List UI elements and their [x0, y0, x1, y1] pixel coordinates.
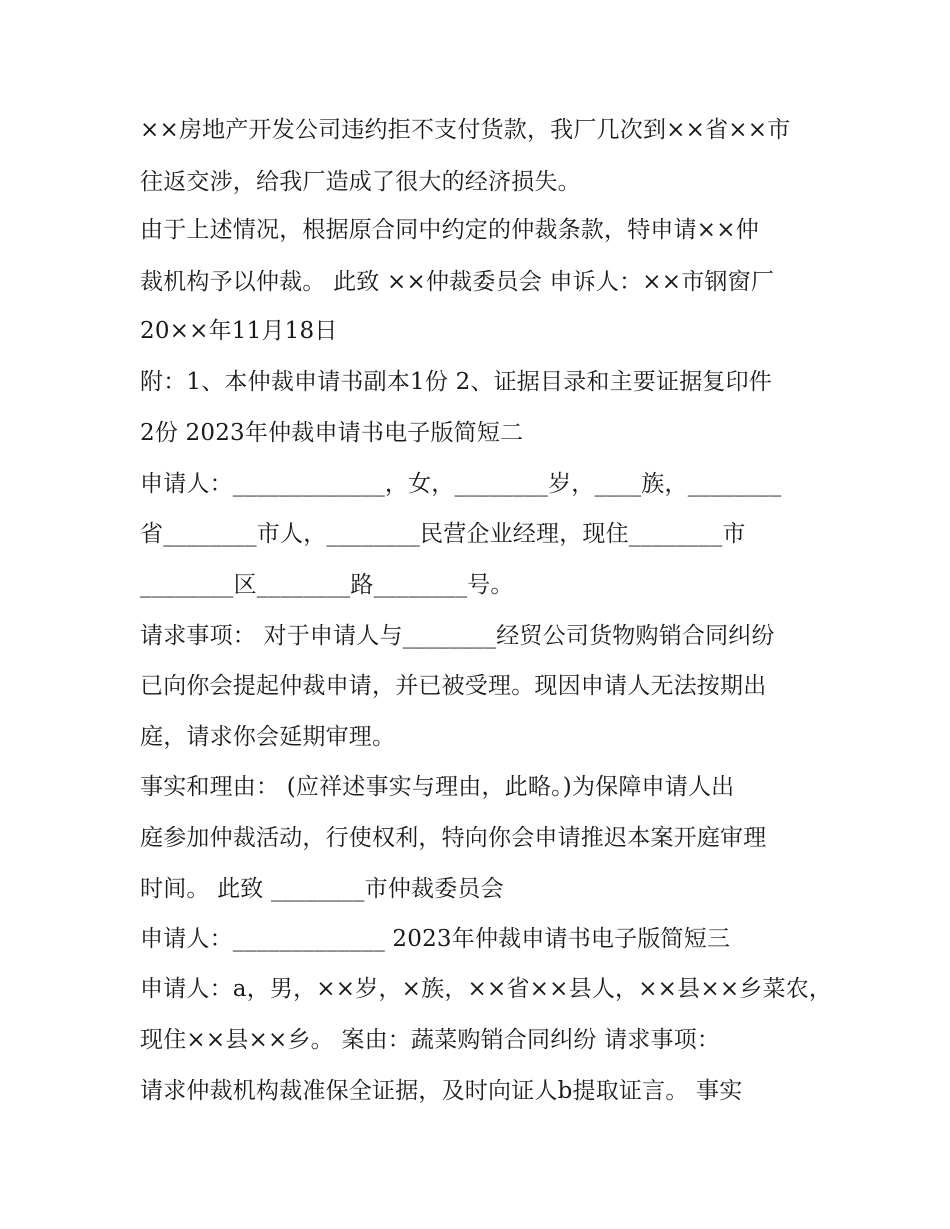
text-line: 附：1、本仲裁申请书副本1份 2、证据目录和主要证据复印件: [140, 369, 773, 395]
text-line: 省________市人，________民营企业经理，现住________市: [140, 521, 746, 547]
text-line: 申请人：_____________ 2023年仲裁申请书电子版简短三: [140, 926, 731, 952]
text-line: ××房地产开发公司违约拒不支付货款，我厂几次到××省××市: [140, 117, 791, 143]
text-line: 庭，请求你会延期审理。: [140, 724, 396, 750]
text-line: 现住××县××乡。 案由：蔬菜购销合同纠纷 请求事项：: [140, 1027, 721, 1053]
text-line: 申请人：_____________，女，________岁，____族，________: [140, 471, 782, 497]
text-line: 2份 2023年仲裁申请书电子版简短二: [140, 420, 524, 446]
text-line: 请求事项： 对于申请人与________经贸公司货物购销合同纠纷: [140, 623, 775, 649]
text-line: 已向你会提起仲裁申请，并已被受理。现因申请人无法按期出: [140, 673, 767, 699]
text-line: 裁机构予以仲裁。 此致 ××仲裁委员会 申诉人：××市钢窗厂: [140, 269, 775, 295]
text-line: 往返交涉，给我厂造成了很大的经济损失。: [140, 169, 581, 195]
text-line: 时间。 此致 ________市仲裁委员会: [140, 876, 504, 902]
text-line: 申请人：a，男，××岁，×族，××省××县人，××县××乡菜农，: [140, 976, 833, 1002]
text-line: 20××年11月18日: [140, 318, 338, 344]
text-line: 请求仲裁机构裁准保全证据，及时向证人b提取证言。 事实: [140, 1078, 743, 1104]
text-line: 事实和理由： (应祥述事实与理由，此略。)为保障申请人出: [140, 774, 735, 800]
text-line: 庭参加仲裁活动，行使权利，特向你会申请推迟本案开庭审理: [140, 825, 767, 851]
text-line: ________区________路________号。: [140, 572, 514, 598]
text-line: 由于上述情况，根据原合同中约定的仲裁条款，特申请××仲: [140, 217, 759, 243]
